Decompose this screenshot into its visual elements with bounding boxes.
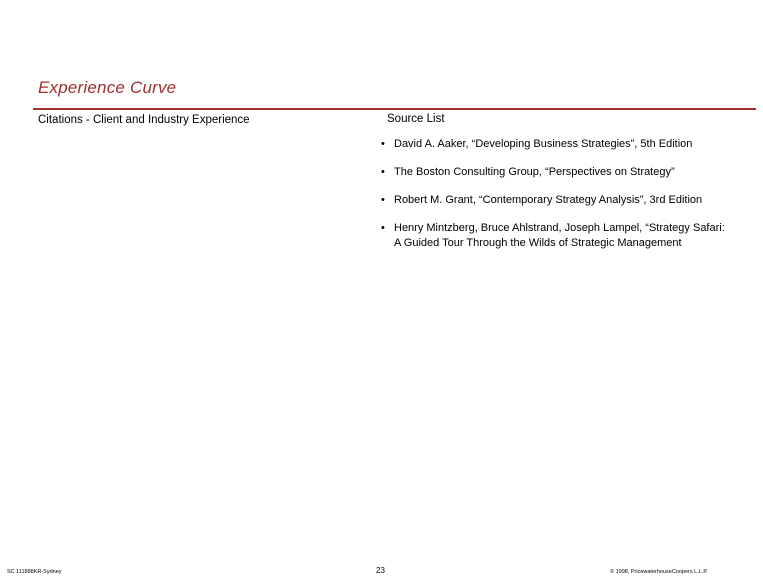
source-item-text: Robert M. Grant, “Contemporary Strategy Analysis”, 3rd Edition: [394, 194, 703, 206]
bullet-icon: •: [381, 194, 385, 206]
source-item-text: David A. Aaker, “Developing Business Strategies”, 5th Edition: [394, 138, 693, 150]
page-number: 23: [376, 566, 385, 575]
source-item-text: Henry Mintzberg, Bruce Ahlstrand, Joseph Lampel, “Strategy Safari: A Guided Tour Through the Wilds of Strategic Management: [394, 222, 725, 249]
source-list-heading: Source List: [387, 113, 445, 125]
source-item: [381, 193, 731, 208]
source-item: [381, 165, 731, 180]
source-item: [381, 137, 731, 152]
page-title: Experience Curve: [38, 78, 177, 97]
footer-document-code: SC 111888KR-Sydney: [7, 569, 62, 575]
source-item-text: The Boston Consulting Group, “Perspectives on Strategy”: [394, 166, 675, 178]
bullet-icon: •: [381, 166, 385, 178]
bullet-icon: •: [381, 138, 385, 150]
bullet-icon: •: [381, 222, 385, 234]
source-item: [381, 221, 731, 250]
footer-copyright: © 1998, PricewaterhouseCoopers L.L.P.: [610, 569, 708, 575]
title-divider: [33, 108, 756, 110]
citations-heading: Citations - Client and Industry Experience: [38, 114, 250, 126]
source-list: [381, 137, 731, 264]
